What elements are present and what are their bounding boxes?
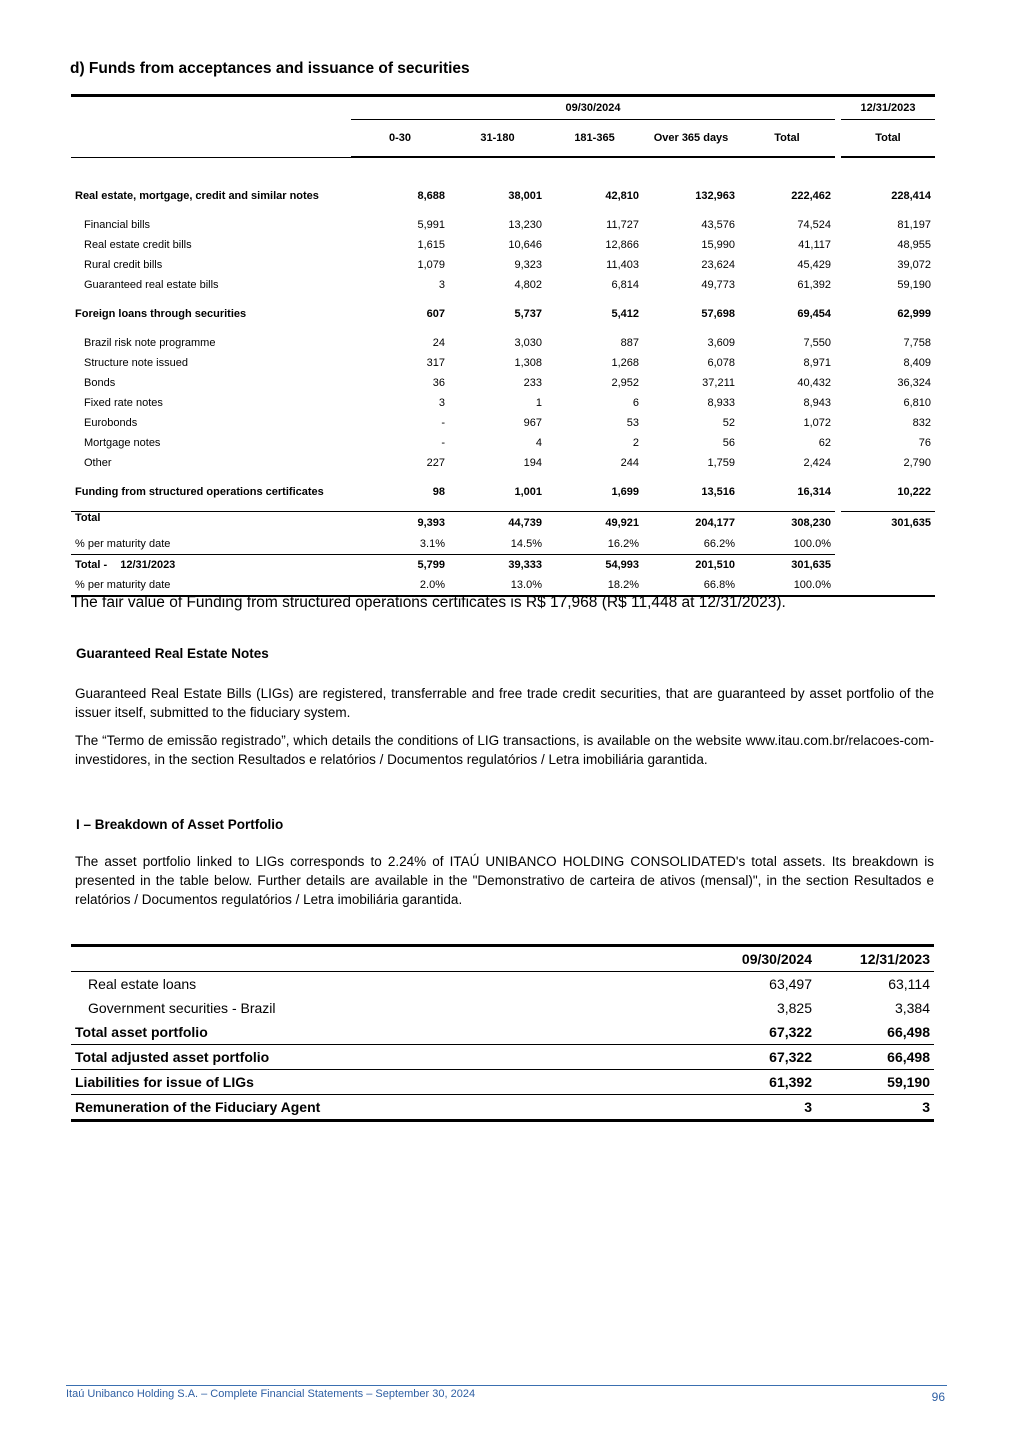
item-value: 8,943 xyxy=(803,397,831,409)
section-title: d) Funds from acceptances and issuance of securities xyxy=(70,60,470,77)
item-value: 5,991 xyxy=(417,219,445,231)
group-value: 1,699 xyxy=(611,486,639,498)
group-value: 57,698 xyxy=(701,308,735,320)
group-value: 607 xyxy=(426,308,445,320)
item-value: 967 xyxy=(523,417,542,429)
total-value: 49,921 xyxy=(546,512,643,535)
pct-value: 14.5% xyxy=(510,538,542,550)
item-value: 15,990 xyxy=(701,239,735,251)
total-prior-date: 12/31/2023 xyxy=(120,559,176,571)
item-value: 13,230 xyxy=(508,219,542,231)
item-row xyxy=(71,413,935,433)
item-value: 2 xyxy=(632,437,639,449)
item-label: Real estate credit bills xyxy=(84,239,192,251)
item-row xyxy=(71,215,935,235)
item-value: 45,429 xyxy=(797,259,831,271)
footer-divider xyxy=(66,1385,947,1386)
item-value: 3,609 xyxy=(707,337,735,349)
col-header: 181-365 xyxy=(546,120,643,158)
t2-row-label: Liabilities for issue of LIGs xyxy=(71,1070,698,1095)
item-value: 7,758 xyxy=(903,337,931,349)
group-value: 8,688 xyxy=(417,190,445,202)
footer-text: Itaú Unibanco Holding S.A. – Complete Financial Statements – September 30, 2024 xyxy=(66,1388,476,1400)
funding-table-body xyxy=(71,177,935,512)
group-value: 69,454 xyxy=(797,308,831,320)
t2-row-label: Real estate loans xyxy=(88,976,197,992)
item-value: 3 xyxy=(438,279,445,291)
group-label: Foreign loans through securities xyxy=(75,308,247,320)
t2-value: 63,114 xyxy=(888,976,930,992)
col-header: Total xyxy=(739,120,835,158)
pct-value: 3.1% xyxy=(419,538,445,550)
item-value: 8,409 xyxy=(903,357,931,369)
item-value: 61,392 xyxy=(797,279,831,291)
group-value: 228,414 xyxy=(891,190,931,202)
group-value: 222,462 xyxy=(791,190,831,202)
item-value: 56 xyxy=(722,437,735,449)
item-label: Mortgage notes xyxy=(84,437,161,449)
item-value: 1,759 xyxy=(707,457,735,469)
item-value: 74,524 xyxy=(797,219,831,231)
lig-paragraph-2: The “Termo de emissão registrado”, which details the conditions of LIG transactions, is available on the website www.itau.com.br/relacoes-com-investidores, in the section Resultados e relatórios / Documentos regulatórios / Letra imobiliária garantida. xyxy=(75,733,934,767)
asset-portfolio-table xyxy=(71,944,934,1122)
item-label: Fixed rate notes xyxy=(84,397,163,409)
total-label: Total xyxy=(71,512,351,535)
total-value: 301,635 xyxy=(841,512,935,535)
item-value: 9,323 xyxy=(514,259,542,271)
group-row xyxy=(71,295,935,333)
t2-row-label: Total adjusted asset portfolio xyxy=(71,1045,698,1070)
item-row xyxy=(71,453,935,473)
t2-value: 3,384 xyxy=(894,1000,930,1016)
group-value: 62,999 xyxy=(897,308,931,320)
pct-prior-value: 18.2% xyxy=(546,575,643,596)
total-prior-value: 301,635 xyxy=(739,555,835,576)
item-value: 233 xyxy=(523,377,542,389)
item-value: 2,952 xyxy=(611,377,639,389)
item-row xyxy=(71,255,935,275)
pct-prior-value: 13.0% xyxy=(449,575,546,596)
total-value: 204,177 xyxy=(643,512,739,535)
item-value: 1,079 xyxy=(417,259,445,271)
item-value: 52 xyxy=(722,417,735,429)
item-label: Other xyxy=(84,457,112,469)
header-date-prior: 12/31/2023 xyxy=(841,97,935,120)
group-value: 98 xyxy=(432,486,445,498)
item-value: 1,308 xyxy=(514,357,542,369)
item-value: 3,030 xyxy=(514,337,542,349)
item-value: 4,802 xyxy=(514,279,542,291)
item-label: Bonds xyxy=(84,377,116,389)
total-prior-text: Total - xyxy=(75,559,108,571)
item-value: - xyxy=(441,437,445,449)
item-value: 37,211 xyxy=(702,377,735,389)
item-row xyxy=(71,433,935,453)
item-value: 53 xyxy=(626,417,639,429)
total-prior-value: 39,333 xyxy=(449,555,546,576)
item-value: 24 xyxy=(432,337,445,349)
total-value: 44,739 xyxy=(449,512,546,535)
pct-prior-value: 66.8% xyxy=(643,575,739,596)
item-value: 40,432 xyxy=(797,377,831,389)
group-row xyxy=(71,473,935,512)
item-value: 244 xyxy=(620,457,639,469)
item-value: 1 xyxy=(535,397,542,409)
item-value: 12,866 xyxy=(605,239,639,251)
total-prior-value: 201,510 xyxy=(643,555,739,576)
item-value: 832 xyxy=(912,417,931,429)
lig-heading: Guaranteed Real Estate Notes xyxy=(76,646,269,661)
group-label: Funding from structured operations certificates xyxy=(75,486,324,498)
item-label: Brazil risk note programme xyxy=(84,337,216,349)
item-value: 36 xyxy=(432,377,445,389)
pct-value: 66.2% xyxy=(703,538,735,550)
funding-table xyxy=(71,94,935,597)
t2-row-label: Remuneration of the Fiduciary Agent xyxy=(71,1095,698,1121)
item-value: 76 xyxy=(918,437,931,449)
item-value: 1,615 xyxy=(417,239,445,251)
t2-value: 3,825 xyxy=(776,1000,812,1016)
group-value: 42,810 xyxy=(605,190,639,202)
group-value: 1,001 xyxy=(514,486,542,498)
item-value: 227 xyxy=(426,457,445,469)
group-label: Real estate, mortgage, credit and similar notes xyxy=(75,190,319,202)
col-header: Total xyxy=(841,120,935,158)
item-value: 7,550 xyxy=(803,337,831,349)
pct-label: % per maturity date xyxy=(75,538,171,550)
pct-prior-value: 100.0% xyxy=(739,575,835,596)
item-value: 48,955 xyxy=(897,239,931,251)
t2-value: 66,498 xyxy=(816,1045,934,1070)
item-value: 8,971 xyxy=(803,357,831,369)
pct-value: 100.0% xyxy=(793,538,831,550)
item-value: 317 xyxy=(426,357,445,369)
group-value: 5,412 xyxy=(611,308,639,320)
group-value: 38,001 xyxy=(508,190,542,202)
item-value: 62 xyxy=(818,437,831,449)
t2-value: 61,392 xyxy=(698,1070,816,1095)
item-value: 8,933 xyxy=(707,397,735,409)
item-value: 3 xyxy=(438,397,445,409)
item-value: 2,790 xyxy=(903,457,931,469)
t2-row-label: Total asset portfolio xyxy=(75,1024,208,1040)
item-value: 194 xyxy=(523,457,542,469)
breakdown-paragraph: The asset portfolio linked to LIGs corresponds to 2.24% of ITAÚ UNIBANCO HOLDING CONSOLIDATED's total assets. Its breakdown is presented in the table below. Further details are available in the "Demonstrativo de carteira de ativos (mensal)", in the section Resultados e relatórios / Documentos regulatórios / Letra imobiliária garantida. xyxy=(75,854,934,907)
t2-value: 66,498 xyxy=(887,1024,930,1040)
item-value: 6,814 xyxy=(611,279,639,291)
t2-header: 12/31/2023 xyxy=(816,946,934,972)
item-value: 6,078 xyxy=(707,357,735,369)
t2-value: 3 xyxy=(698,1095,816,1121)
item-label: Eurobonds xyxy=(84,417,138,429)
item-value: 39,072 xyxy=(897,259,931,271)
item-row xyxy=(71,235,935,255)
group-value: 5,737 xyxy=(514,308,542,320)
t2-value: 63,497 xyxy=(769,976,812,992)
total-prior-value: 5,799 xyxy=(351,555,449,576)
item-value: 11,403 xyxy=(606,259,639,271)
group-value: 13,516 xyxy=(701,486,735,498)
item-row xyxy=(71,393,935,413)
item-value: 11,727 xyxy=(606,219,639,231)
page-number: 96 xyxy=(931,1390,945,1404)
group-value: 132,963 xyxy=(695,190,735,202)
item-label: Rural credit bills xyxy=(84,259,163,271)
item-value: 43,576 xyxy=(701,219,735,231)
item-value: 10,646 xyxy=(508,239,542,251)
col-header: Over 365 days xyxy=(643,120,739,158)
item-value: 49,773 xyxy=(701,279,735,291)
header-date-current: 09/30/2024 xyxy=(351,97,835,120)
t2-value: 67,322 xyxy=(698,1045,816,1070)
item-row xyxy=(71,275,935,295)
group-value: 16,314 xyxy=(797,486,831,498)
item-label: Financial bills xyxy=(84,219,151,231)
item-value: 81,197 xyxy=(897,219,931,231)
item-value: 1,268 xyxy=(611,357,639,369)
pct-prior-value: 2.0% xyxy=(351,575,449,596)
item-value: - xyxy=(441,417,445,429)
group-value: 10,222 xyxy=(897,486,931,498)
item-value: 887 xyxy=(620,337,639,349)
lig-paragraph-1: Guaranteed Real Estate Bills (LIGs) are registered, transferrable and free trade credit securities, that are guaranteed by asset portfolio of the issuer itself, submitted to the fiduciary system. xyxy=(75,686,934,720)
total-value: 308,230 xyxy=(739,512,835,535)
item-value: 41,117 xyxy=(798,239,831,251)
item-row xyxy=(71,373,935,393)
item-value: 23,624 xyxy=(701,259,735,271)
item-row xyxy=(71,333,935,353)
item-value: 59,190 xyxy=(897,279,931,291)
fair-value-note: The fair value of Funding from structured operations certificates is R$ 17,968 (R$ 11,448 at 12/31/2023). xyxy=(71,594,786,611)
item-value: 36,324 xyxy=(897,377,931,389)
t2-row-label: Government securities - Brazil xyxy=(88,1000,276,1016)
item-row xyxy=(71,353,935,373)
item-value: 6 xyxy=(632,397,639,409)
col-header: 31-180 xyxy=(449,120,546,158)
t2-value: 67,322 xyxy=(769,1024,812,1040)
item-value: 6,810 xyxy=(903,397,931,409)
col-header: 0-30 xyxy=(351,120,449,158)
group-row xyxy=(71,177,935,215)
pct-prior-label: % per maturity date xyxy=(71,575,351,596)
pct-value: 16.2% xyxy=(607,538,639,550)
t2-value: 59,190 xyxy=(816,1070,934,1095)
item-label: Structure note issued xyxy=(84,357,188,369)
t2-header: 09/30/2024 xyxy=(698,946,816,972)
breakdown-heading: I – Breakdown of Asset Portfolio xyxy=(76,817,284,832)
item-value: 2,424 xyxy=(803,457,831,469)
total-value: 9,393 xyxy=(351,512,449,535)
item-value: 4 xyxy=(535,437,542,449)
t2-value: 3 xyxy=(816,1095,934,1121)
item-value: 1,072 xyxy=(803,417,831,429)
total-prior-label xyxy=(71,555,351,576)
total-prior-value: 54,993 xyxy=(546,555,643,576)
item-label: Guaranteed real estate bills xyxy=(84,279,219,291)
